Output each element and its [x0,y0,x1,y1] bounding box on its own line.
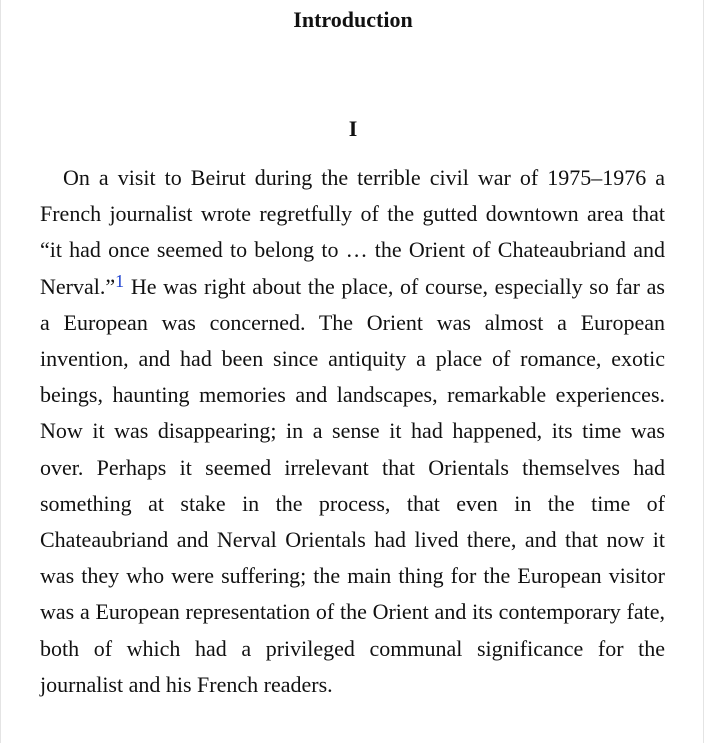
paragraph-text-before-note: On a visit to Beirut during the terrible civil war of 1975–1976 a French journalist wrote regretfully of the gutted downtown area that “it had once seemed to belong to … the Orient of Chateaubriand and Nerval.” [40,165,665,299]
body-paragraph [40,160,665,703]
chapter-title: Introduction [293,7,413,32]
footnote-link[interactable]: 1 [115,270,125,291]
paragraph-text-after-note: He was right about the place, of course, especially so far as a European was concerned. The Orient was almost a European invention, and had been since antiquity a place of romance, exotic beings, haunting memories and landscapes, remarkable experiences. Now it was disappearing; in a sense it had happened, its time was over. Perhaps it seemed irrelevant that Orientals themselves had something at stake in the process, that even in the time of Chateaubriand and Nerval Orientals had lived there, and that now it was they who were suffering; the main thing for the European visitor was a European representation of the Orient and its contemporary fate, both of which had a privileged communal significance for the journalist and his French readers. [40,273,665,697]
section-number: I [348,116,358,141]
